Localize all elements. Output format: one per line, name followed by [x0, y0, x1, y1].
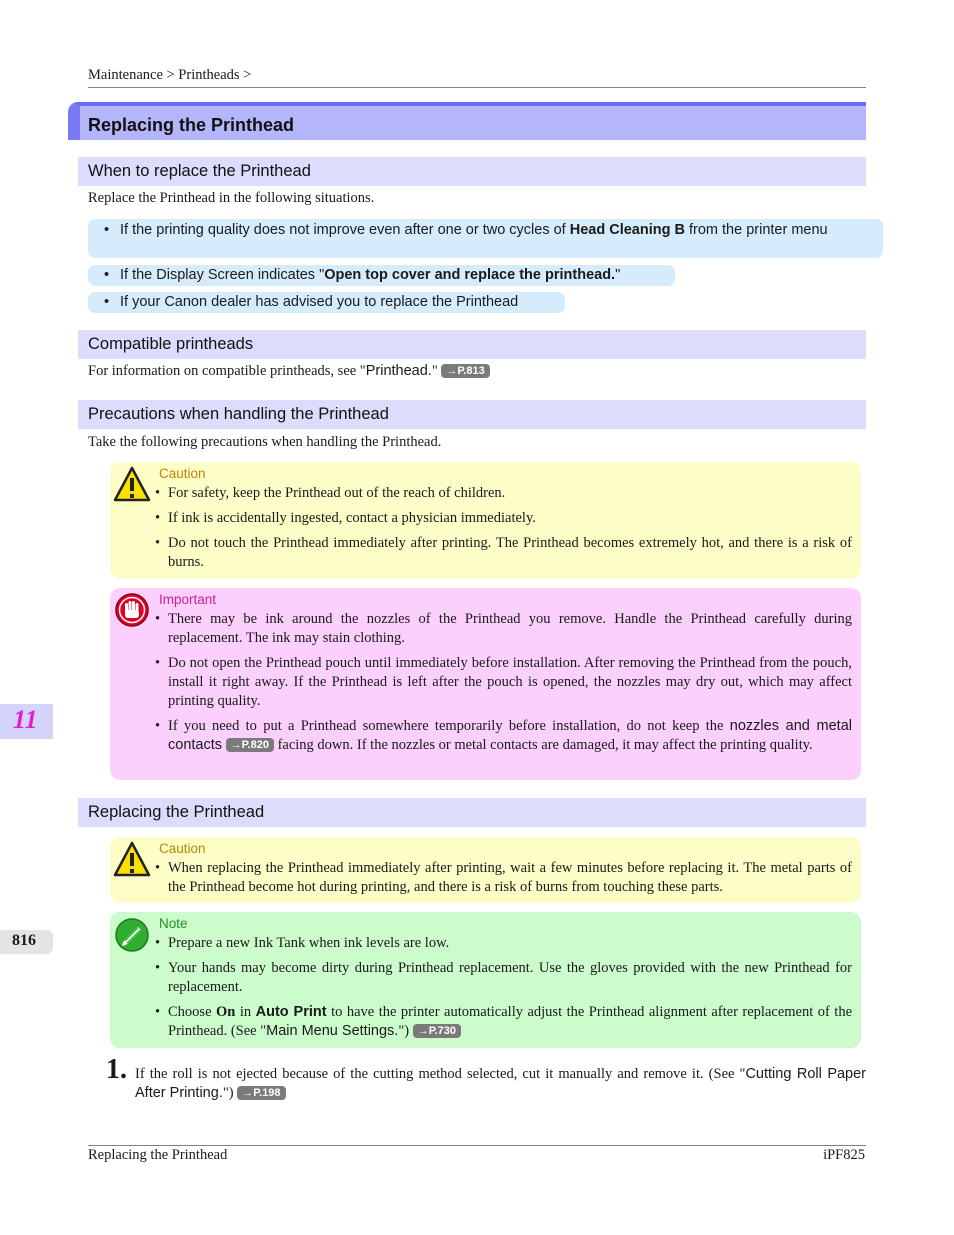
page-title-bar	[68, 102, 866, 140]
footer-rule	[88, 1145, 866, 1146]
page-ref-badge[interactable]: →P.820	[226, 738, 274, 752]
list-item: • If you need to put a Printhead somewhere temporarily before installation, do not keep the nozzles and metal contacts →P.820 facing down. If the nozzles or metal contacts are damaged, it may affect the printing quality.	[155, 717, 852, 755]
list-item: • Do not open the Printhead pouch until immediately before installation. After removing the Printhead from the pouch, install it right away. If the Printhead is left after the pouch is opened, the nozzles may dry out, which may affect printing quality.	[155, 654, 852, 711]
section-intro: Take the following precautions when handling the Printhead.	[88, 434, 442, 450]
list-item: • Choose On in Auto Print to have the printer automatically adjust the Printhead alignment after replacement of the Printhead. (See "Main Menu Settings.") →P.730	[155, 1003, 852, 1041]
chapter-tab[interactable]	[0, 704, 53, 739]
list-item: • Your hands may become dirty during Printhead replacement. Use the gloves provided with the new Printhead for replacement.	[155, 959, 852, 997]
section-header-precautions	[78, 400, 866, 429]
caution-label: Caution	[159, 841, 206, 856]
page-number-tab	[0, 930, 53, 954]
section-header-compatible	[78, 330, 866, 359]
step-number: 1.	[106, 1054, 127, 1085]
section-title: Precautions when handling the Printhead	[88, 405, 389, 423]
section-title: When to replace the Printhead	[88, 162, 311, 180]
printhead-link[interactable]: Printhead.	[365, 363, 432, 379]
page-ref-badge[interactable]: →P.813	[441, 364, 489, 378]
list-item: • Do not touch the Printhead immediately after printing. The Printhead becomes extremely hot, and there is a risk of burns.	[155, 534, 852, 572]
list-item: • If the printing quality does not improve even after one or two cycles of Head Cleaning B from the printer menu	[88, 219, 883, 258]
important-label: Important	[159, 592, 217, 607]
section-header-when	[78, 157, 866, 186]
header-rule	[88, 87, 866, 88]
caution-box	[110, 462, 861, 579]
footer-model: iPF825	[823, 1147, 865, 1163]
note-label: Note	[159, 916, 188, 931]
caution-label: Caution	[159, 466, 206, 481]
section-header-replacing	[78, 798, 866, 827]
chapter-number: 11	[13, 705, 38, 734]
section-title: Replacing the Printhead	[88, 803, 265, 821]
list-item: • If the Display Screen indicates "Open top cover and replace the printhead."	[88, 265, 675, 286]
footer-section-title: Replacing the Printhead	[88, 1147, 228, 1163]
warning-triangle-icon	[113, 466, 151, 502]
caution-box	[110, 837, 861, 903]
section-title: Compatible printheads	[88, 335, 254, 353]
list-item: • If ink is accidentally ingested, contact a physician immediately.	[155, 509, 852, 528]
cutting-roll-link[interactable]: Cutting Roll Paper After Printing.	[135, 1066, 867, 1101]
list-item: • For safety, keep the Printhead out of the reach of children.	[155, 484, 852, 503]
nozzles-link[interactable]: nozzles and metal contacts	[168, 718, 852, 753]
step-text: If the roll is not ejected because of the cutting method selected, cut it manually and remove it. (See "Cutting Roll Paper After Printing.") →P.198	[135, 1066, 867, 1101]
note-box	[110, 912, 861, 1048]
list-item: • When replacing the Printhead immediately after printing, wait a few minutes before replacing it. The metal parts of the Printhead become hot during printing, and there is a risk of burns from touching these parts.	[155, 859, 852, 897]
list-item: • If your Canon dealer has advised you to replace the Printhead	[88, 292, 565, 313]
list-item: • Prepare a new Ink Tank when ink levels are low.	[155, 934, 852, 953]
page-ref-badge[interactable]: →P.730	[413, 1024, 461, 1038]
list-item: • There may be ink around the nozzles of the Printhead you remove. Handle the Printhead carefully during replacement. The ink may stain clothing.	[155, 610, 852, 648]
pencil-note-icon	[114, 917, 150, 953]
stop-hand-icon	[114, 592, 150, 628]
page-number: 816	[12, 932, 36, 949]
page-ref-badge[interactable]: →P.198	[237, 1086, 285, 1100]
warning-triangle-icon	[113, 841, 151, 877]
page-title: Replacing the Printhead	[88, 115, 295, 135]
section-intro: Replace the Printhead in the following situations.	[88, 190, 375, 206]
breadcrumb: Maintenance > Printheads >	[88, 67, 252, 83]
main-menu-settings-link[interactable]: Main Menu Settings.	[266, 1023, 399, 1039]
compatible-text: For information on compatible printheads, see "Printhead." →P.813	[88, 363, 490, 380]
important-box	[110, 588, 861, 780]
